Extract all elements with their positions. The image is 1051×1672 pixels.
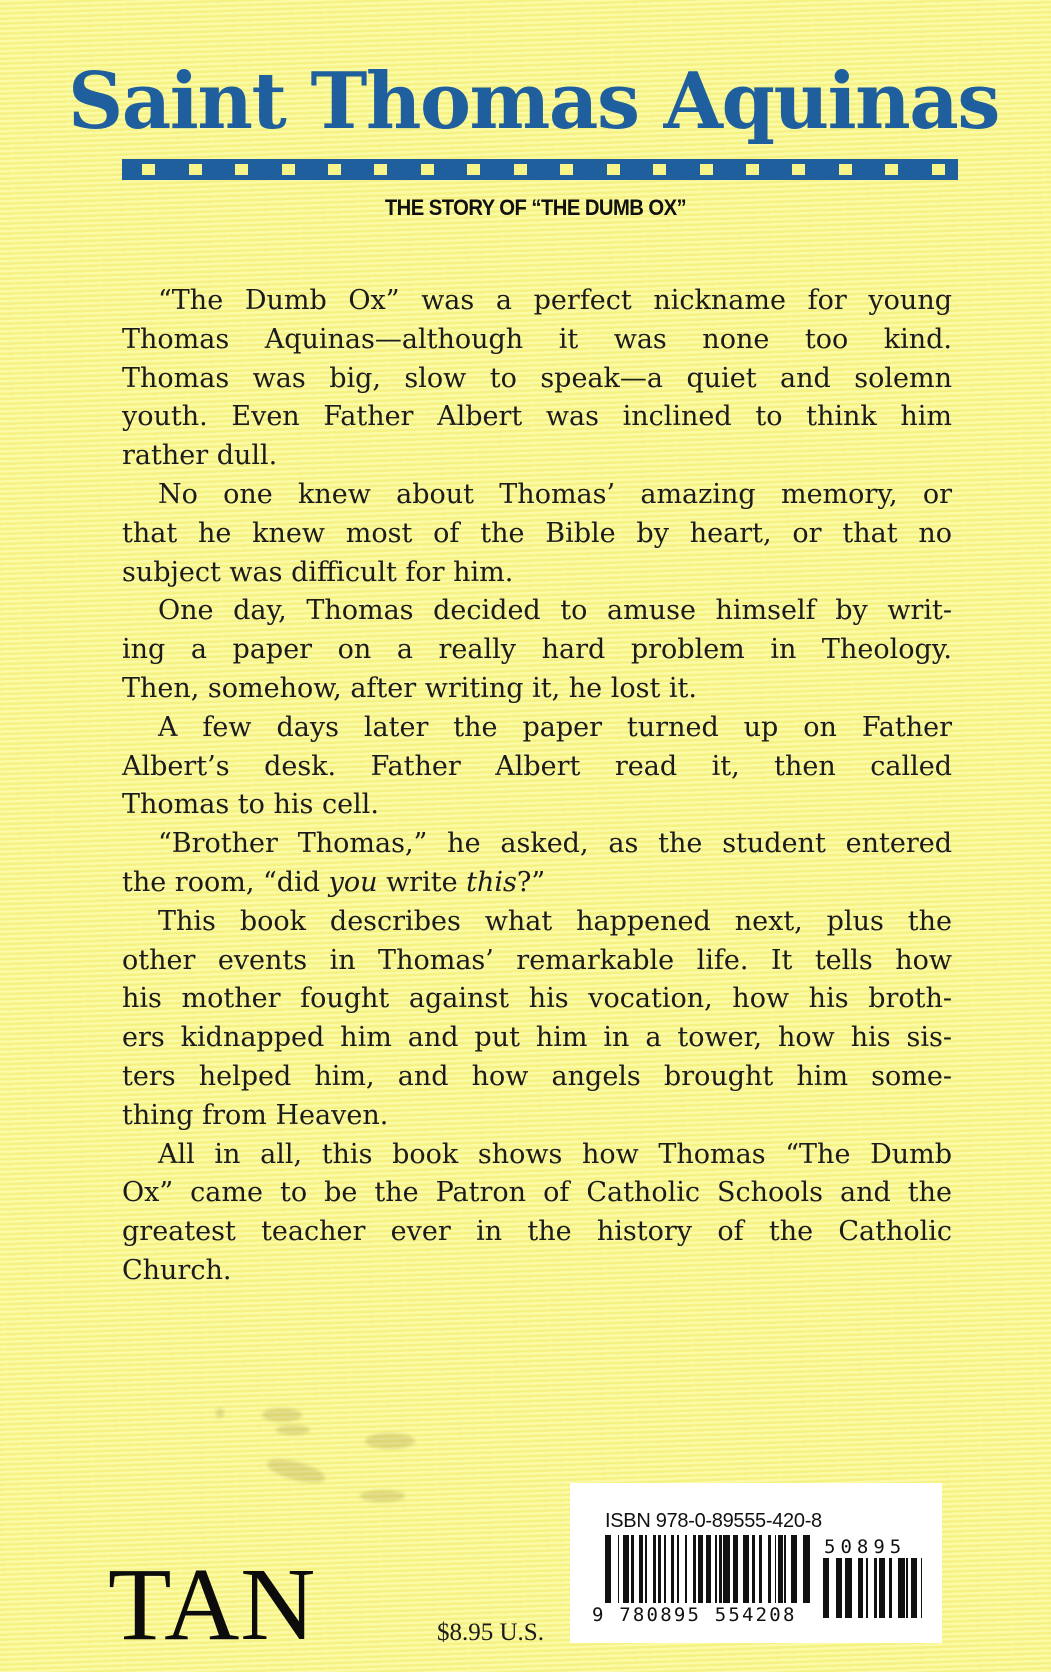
barcode-bar — [706, 1535, 711, 1603]
filmstrip-hole — [142, 164, 155, 175]
barcode-bar — [858, 1558, 863, 1618]
stain — [276, 1425, 310, 1435]
stain — [262, 1408, 302, 1422]
barcode-bar — [677, 1535, 679, 1603]
blurb-line: subject was difficult for him. — [122, 556, 514, 588]
barcode-bar — [866, 1558, 868, 1618]
blurb-line: “Brother Thomas,” he asked, as the student entered — [158, 828, 952, 860]
stain — [365, 1433, 415, 1449]
filmstrip-hole — [932, 164, 945, 175]
filmstrip-hole — [700, 164, 713, 175]
filmstrip-divider — [122, 159, 958, 180]
blurb-line: other events in Thomas’ remarkable life. It tells how — [122, 944, 952, 976]
barcode-bar — [898, 1558, 904, 1618]
filmstrip-hole — [560, 164, 573, 175]
barcode-bar — [874, 1558, 877, 1618]
blurb-line: thing from Heaven. — [122, 1099, 389, 1131]
blurb-line: youth. Even Father Albert was inclined to think him — [122, 401, 952, 433]
barcode-bar — [631, 1535, 634, 1603]
text-run: write — [377, 866, 467, 898]
filmstrip-hole — [235, 164, 248, 175]
price: $8.95 U.S. — [437, 1619, 544, 1646]
blurb-line — [122, 864, 952, 903]
barcode-bar — [671, 1535, 674, 1603]
barcode-bar — [845, 1558, 851, 1618]
barcode-bar — [693, 1535, 696, 1603]
filmstrip-hole — [514, 164, 527, 175]
blurb-line: One day, Thomas decided to amuse himself by writ- — [158, 595, 952, 627]
stain — [360, 1490, 405, 1502]
ean-barcode — [605, 1535, 805, 1603]
barcode-bar — [768, 1535, 771, 1603]
barcode-bar — [911, 1558, 917, 1618]
barcode-bar — [605, 1535, 611, 1603]
publisher-logo: TAN — [108, 1547, 317, 1662]
barcode-bar — [784, 1535, 786, 1603]
book-title: Saint Thomas Aquinas — [68, 56, 999, 147]
blurb-paragraph-7 — [122, 1136, 952, 1291]
blurb-paragraph-4 — [122, 709, 952, 825]
barcode-bar — [685, 1535, 687, 1603]
barcode-bar — [791, 1535, 797, 1603]
blurb-line: his mother fought against his vocation, how his broth- — [122, 983, 952, 1015]
blurb-paragraph-5 — [122, 825, 952, 903]
filmstrip-hole — [607, 164, 620, 175]
emphasis-this: this — [466, 866, 517, 898]
barcode-bar — [618, 1535, 620, 1603]
stain — [216, 1408, 224, 1418]
blurb-line: Thomas was big, slow to speak—a quiet and solemn — [122, 362, 952, 394]
blurb-line: This book describes what happened next, plus the — [158, 905, 952, 937]
blurb-paragraph-3 — [122, 592, 952, 708]
blurb-paragraph-2 — [122, 476, 952, 592]
text-run: ?” — [516, 866, 546, 898]
emphasis-you: you — [328, 866, 378, 898]
blurb-line: “The Dumb Ox” was a perfect nickname for young — [158, 285, 952, 316]
barcode-bar — [803, 1535, 809, 1603]
filmstrip-hole — [839, 164, 852, 175]
filmstrip-hole — [421, 164, 434, 175]
filmstrip-hole — [282, 164, 295, 175]
barcode-bar — [759, 1535, 762, 1603]
barcode-bar — [921, 1558, 923, 1618]
blurb-paragraph-1 — [122, 282, 952, 476]
barcode-bar — [715, 1535, 717, 1603]
filmstrip-hole — [328, 164, 341, 175]
isbn-number: ISBN 978-0-89555-420-8 — [605, 1510, 822, 1532]
blurb-line: ters helped him, and how angels brought him some- — [122, 1060, 952, 1092]
stain — [265, 1455, 328, 1488]
text-run: the room, “did — [122, 866, 329, 898]
blurb-line: No one knew about Thomas’ amazing memory, or — [158, 478, 952, 510]
barcode-bar — [778, 1535, 783, 1603]
barcode-label — [570, 1483, 942, 1643]
blurb-line: ers kidnapped him and put him in a tower, how his sis- — [122, 1022, 952, 1054]
blurb-line: that he knew most of the Bible by heart, or that no — [122, 517, 952, 549]
barcode-bar — [623, 1535, 629, 1603]
blurb-line: Church. — [122, 1254, 232, 1286]
book-subtitle: THE STORY OF “THE DUMB OX” — [384, 195, 687, 220]
barcode-bar — [658, 1535, 661, 1603]
barcode-bar — [645, 1535, 647, 1603]
barcode-bar — [752, 1535, 755, 1603]
barcode-bar — [719, 1535, 722, 1603]
barcode-bar — [639, 1535, 644, 1603]
addon-barcode — [823, 1558, 923, 1618]
barcode-bar — [879, 1558, 885, 1618]
barcode-bar — [743, 1535, 749, 1603]
barcode-bar — [889, 1558, 892, 1618]
blurb-line: ing a paper on a really hard problem in Theology. — [122, 634, 952, 666]
blurb-paragraph-6 — [122, 903, 952, 1136]
filmstrip-hole — [374, 164, 387, 175]
blurb-line: Then, somehow, after writing it, he lost it. — [122, 672, 697, 704]
barcode-bar — [698, 1535, 703, 1603]
barcode-bar — [733, 1535, 738, 1603]
blurb-line: A few days later the paper turned up on Father — [158, 711, 952, 743]
blurb-text — [122, 282, 952, 1291]
blurb-line: Thomas to his cell. — [122, 789, 379, 821]
blurb-line: rather dull. — [122, 440, 278, 472]
ean-digits: 9 780895 554208 — [592, 1604, 797, 1626]
barcode-bar — [836, 1558, 842, 1618]
filmstrip-hole — [653, 164, 666, 175]
blurb-line: greatest teacher ever in the history of the Catholic — [122, 1216, 952, 1248]
blurb-line: All in all, this book shows how Thomas “The Dumb — [158, 1138, 952, 1170]
barcode-bar — [775, 1535, 777, 1603]
addon-digits: 50895 — [824, 1536, 907, 1558]
barcode-bar — [823, 1558, 829, 1618]
filmstrip-hole — [189, 164, 202, 175]
filmstrip-hole — [467, 164, 480, 175]
barcode-bar — [906, 1558, 908, 1618]
barcode-bar — [653, 1535, 656, 1603]
filmstrip-hole — [885, 164, 898, 175]
barcode-bar — [664, 1535, 666, 1603]
barcode-bar — [723, 1535, 729, 1603]
filmstrip-hole — [746, 164, 759, 175]
blurb-line: Ox” came to be the Patron of Catholic Schools and the — [122, 1177, 952, 1209]
blurb-line: Albert’s desk. Father Albert read it, then called — [122, 750, 952, 782]
filmstrip-hole — [792, 164, 805, 175]
blurb-line: Thomas Aquinas—although it was none too kind. — [122, 323, 952, 355]
